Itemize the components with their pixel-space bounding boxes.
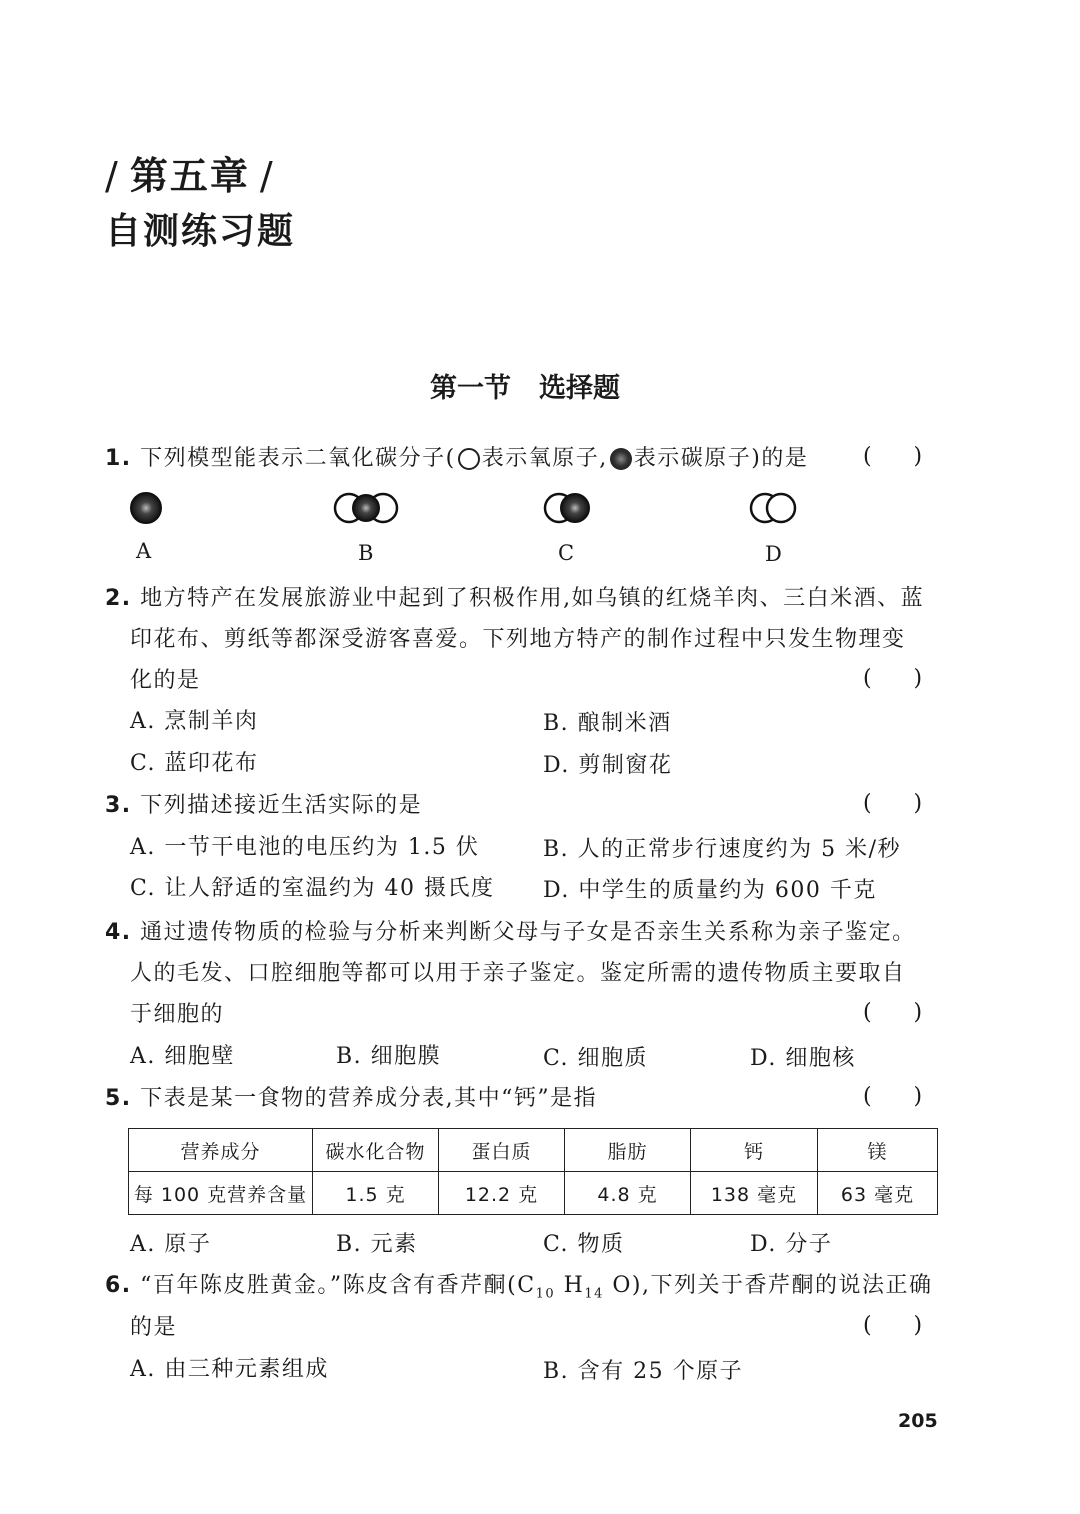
model-a-icon bbox=[128, 490, 164, 526]
question-2-stem: 2. 地方特产在发展旅游业中起到了积极作用,如乌镇的红烧羊肉、三白米酒、蓝 bbox=[105, 586, 925, 611]
table-header-cell: 蛋白质 bbox=[439, 1129, 565, 1172]
chapter-subtitle: 自测练习题 bbox=[105, 211, 296, 252]
table-header-cell: 碳水化合物 bbox=[313, 1129, 439, 1172]
question-5-stem: 5. 下表是某一食物的营养成分表,其中“钙”是指 bbox=[105, 1086, 598, 1111]
question-number: 4. bbox=[105, 920, 132, 945]
chapter-heading: / 第五章 / bbox=[105, 154, 275, 198]
question-number: 2. bbox=[105, 586, 132, 611]
option-a: A. 细胞壁 bbox=[130, 1044, 235, 1069]
option-d: D. 中学生的质量约为 600 千克 bbox=[543, 878, 877, 903]
option-c: C. 细胞质 bbox=[543, 1046, 649, 1071]
question-number: 1. bbox=[105, 446, 132, 471]
table-header-cell: 脂肪 bbox=[565, 1129, 691, 1172]
table-cell: 63 毫克 bbox=[818, 1172, 938, 1215]
option-a: A. 原子 bbox=[130, 1232, 212, 1257]
question-4-line-3: 于细胞的 bbox=[130, 1002, 225, 1027]
option-c: C. 让人舒适的室温约为 40 摄氏度 bbox=[130, 876, 495, 901]
model-c-icon bbox=[543, 490, 593, 526]
table-cell: 12.2 克 bbox=[439, 1172, 565, 1215]
option-a: A. 烹制羊肉 bbox=[130, 709, 259, 734]
option-a: A. 一节干电池的电压约为 1.5 伏 bbox=[130, 835, 480, 860]
table-header-row bbox=[129, 1129, 938, 1172]
table-cell: 每 100 克营养含量 bbox=[129, 1172, 313, 1215]
model-b-icon bbox=[333, 490, 399, 526]
table-cell: 4.8 克 bbox=[565, 1172, 691, 1215]
question-number: 5. bbox=[105, 1086, 132, 1111]
answer-bracket: ( ) bbox=[863, 666, 923, 691]
option-b: B. 细胞膜 bbox=[336, 1044, 442, 1069]
table-header-cell: 钙 bbox=[691, 1129, 818, 1172]
model-label-a: A bbox=[136, 539, 152, 563]
nutrition-table bbox=[128, 1128, 938, 1215]
option-b: B. 酿制米酒 bbox=[543, 711, 672, 736]
answer-bracket: ( ) bbox=[863, 444, 923, 469]
question-number: 3. bbox=[105, 793, 132, 818]
option-d: D. 剪制窗花 bbox=[543, 753, 673, 778]
question-6-line-2: 的是 bbox=[130, 1315, 178, 1340]
question-1-stem: 1. 下列模型能表示二氧化碳分子( 表示氧原子, 表示碳原子)的是 bbox=[105, 446, 809, 471]
option-c: C. 蓝印花布 bbox=[130, 751, 259, 776]
question-2-line-3: 化的是 bbox=[130, 668, 201, 693]
table-cell: 1.5 克 bbox=[313, 1172, 439, 1215]
option-d: D. 分子 bbox=[750, 1232, 833, 1257]
option-d: D. 细胞核 bbox=[750, 1046, 856, 1071]
option-c: C. 物质 bbox=[543, 1232, 625, 1257]
section-label: 第一节 bbox=[430, 373, 511, 404]
section-title bbox=[0, 366, 1050, 405]
question-number: 6. bbox=[105, 1273, 132, 1298]
model-d-icon bbox=[749, 490, 799, 526]
answer-bracket: ( ) bbox=[863, 791, 923, 816]
option-b: B. 含有 25 个原子 bbox=[543, 1359, 744, 1384]
question-2-line-2: 印花布、剪纸等都深受游客喜爱。下列地方特产的制作过程中只发生物理变 bbox=[130, 627, 906, 652]
option-a: A. 由三种元素组成 bbox=[130, 1357, 329, 1382]
answer-bracket: ( ) bbox=[863, 1313, 923, 1338]
question-3-stem: 3. 下列描述接近生活实际的是 bbox=[105, 793, 423, 818]
section-name: 选择题 bbox=[539, 373, 620, 404]
question-6-stem: 6. “百年陈皮胜黄金。”陈皮含有香芹酮($C_{10}$ $H_{14}$ O),下列关于香芹酮的说法正确 bbox=[105, 1273, 933, 1302]
table-header-cell: 营养成分 bbox=[129, 1129, 313, 1172]
table-row bbox=[129, 1172, 938, 1215]
table-header-cell: 镁 bbox=[818, 1129, 938, 1172]
carbon-atom-icon bbox=[610, 448, 632, 470]
chapter-title: 第五章 bbox=[129, 154, 250, 198]
question-4-stem: 4. 通过遗传物质的检验与分析来判断父母与子女是否亲生关系称为亲子鉴定。 bbox=[105, 920, 916, 945]
question-4-line-2: 人的毛发、口腔细胞等都可以用于亲子鉴定。鉴定所需的遗传物质主要取自 bbox=[130, 961, 906, 986]
option-b: B. 人的正常步行速度约为 5 米/秒 bbox=[543, 837, 902, 862]
page-number: 205 bbox=[898, 1410, 938, 1432]
answer-bracket: ( ) bbox=[863, 1084, 923, 1109]
table-cell: 138 毫克 bbox=[691, 1172, 818, 1215]
answer-bracket: ( ) bbox=[863, 1000, 923, 1025]
model-label-b: B bbox=[358, 541, 374, 565]
option-b: B. 元素 bbox=[336, 1232, 418, 1257]
oxygen-atom-icon bbox=[458, 448, 480, 470]
model-label-d: D bbox=[765, 542, 782, 566]
model-label-c: C bbox=[558, 541, 575, 565]
